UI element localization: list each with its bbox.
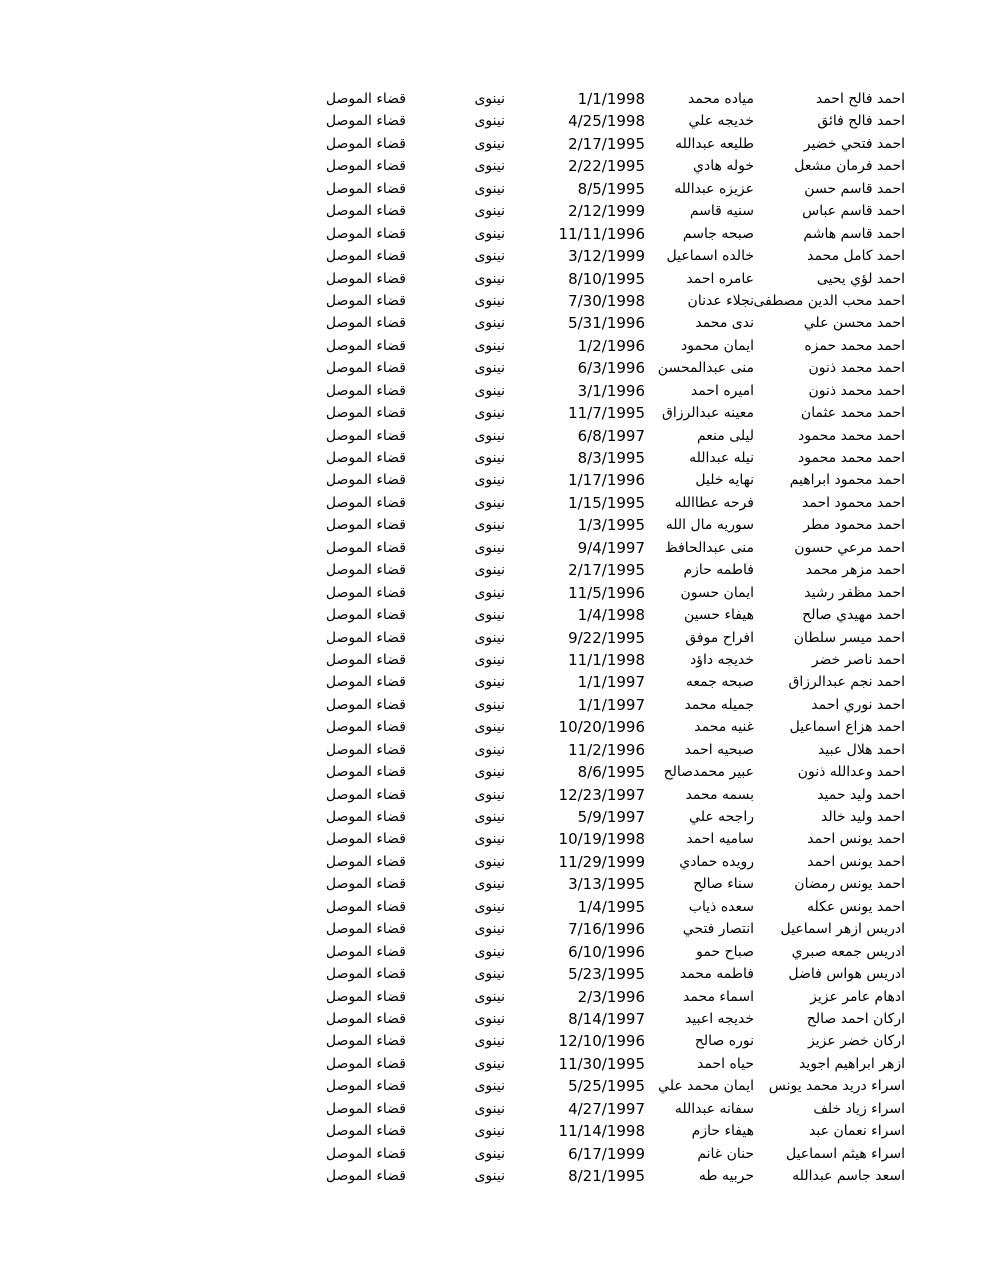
governorate: نينوى (474, 1145, 505, 1162)
mother-name: منى عبدالحافظ (664, 539, 754, 556)
mother-name: خالده اسماعيل (666, 248, 754, 265)
governorate: نينوى (474, 1078, 505, 1095)
district: قضاء الموصل (325, 382, 406, 399)
table-row (0, 425, 989, 447)
mother-name: غنيه محمد (694, 719, 754, 736)
table-row (0, 671, 989, 693)
governorate: نينوى (474, 113, 505, 130)
person-name: احمد فالح فائق (817, 113, 905, 130)
table-row (0, 200, 989, 222)
person-name: احمد قاسم هاشم (803, 225, 905, 242)
birth-date: 10/20/1996 (558, 718, 645, 737)
district: قضاء الموصل (325, 1145, 406, 1162)
mother-name: فرحه عطاالله (674, 494, 754, 511)
person-name: احمد محمد عثمان (800, 405, 905, 422)
governorate: نينوى (474, 135, 505, 152)
district: قضاء الموصل (325, 292, 406, 309)
governorate: نينوى (474, 91, 505, 107)
table-row (0, 312, 989, 334)
mother-name: ايمان محمد علي (658, 1078, 754, 1095)
governorate: نينوى (474, 921, 505, 938)
district: قضاء الموصل (325, 180, 406, 197)
birth-date: 1/1/1997 (577, 695, 645, 714)
person-name: احمد مظفر رشيد (804, 584, 905, 601)
birth-date: 1/4/1998 (577, 606, 645, 625)
governorate: نينوى (474, 719, 505, 736)
district: قضاء الموصل (325, 786, 406, 803)
mother-name: عزيزه عبدالله (674, 180, 754, 197)
birth-date: 11/11/1996 (558, 224, 645, 243)
mother-name: افراح موفق (685, 629, 754, 646)
governorate: نينوى (474, 1033, 505, 1050)
table-row (0, 1143, 989, 1165)
mother-name: ايمان حسون (680, 584, 754, 601)
mother-name: خوله هادي (693, 158, 754, 175)
birth-date: 3/1/1996 (577, 381, 645, 400)
governorate: نينوى (474, 853, 505, 870)
governorate: نينوى (474, 764, 505, 781)
governorate: نينوى (474, 584, 505, 601)
mother-name: معينه عبدالرزاق (662, 405, 754, 422)
governorate: نينوى (474, 831, 505, 848)
mother-name: نوره صالح (694, 1033, 754, 1050)
birth-date: 9/22/1995 (568, 628, 645, 647)
birth-date: 11/30/1995 (558, 1054, 645, 1073)
mother-name: منى عبدالمحسن (657, 360, 754, 377)
district: قضاء الموصل (325, 898, 406, 915)
records-list (0, 88, 989, 1187)
mother-name: صبحه جمعه (685, 674, 754, 691)
birth-date: 5/31/1996 (568, 314, 645, 333)
person-name: احمد فتحي خضير (803, 135, 905, 152)
table-row (0, 380, 989, 402)
birth-date: 5/23/1995 (568, 965, 645, 984)
mother-name: سناء صالح (693, 876, 754, 893)
person-name: احمد وعدالله ذنون (797, 764, 905, 781)
table-row (0, 357, 989, 379)
mother-name: خديجه علي (688, 113, 754, 130)
table-row (0, 469, 989, 491)
governorate: نينوى (474, 741, 505, 758)
birth-date: 8/21/1995 (568, 1167, 645, 1185)
birth-date: 11/29/1999 (558, 852, 645, 871)
mother-name: حربيه طه (698, 1168, 754, 1184)
mother-name: مياده محمد (688, 91, 754, 107)
table-row (0, 739, 989, 761)
person-name: احمد محمود ابراهيم (789, 472, 905, 489)
table-row (0, 918, 989, 940)
birth-date: 1/3/1995 (577, 516, 645, 535)
birth-date: 7/30/1998 (568, 291, 645, 310)
table-row (0, 447, 989, 469)
district: قضاء الموصل (325, 337, 406, 354)
person-name: ادريس جمعه صبري (791, 943, 905, 960)
table-row (0, 155, 989, 177)
governorate: نينوى (474, 1010, 505, 1027)
table-row (0, 133, 989, 155)
person-name: احمد محمد محمود (798, 427, 905, 444)
district: قضاء الموصل (325, 315, 406, 332)
district: قضاء الموصل (325, 696, 406, 713)
governorate: نينوى (474, 1168, 505, 1184)
governorate: نينوى (474, 988, 505, 1005)
table-row (0, 492, 989, 514)
district: قضاء الموصل (325, 1123, 406, 1140)
table-row (0, 110, 989, 132)
governorate: نينوى (474, 966, 505, 983)
mother-name: رويده حمادي (679, 853, 754, 870)
person-name: احمد يونس احمد (807, 831, 905, 848)
mother-name: سفانه عبدالله (674, 1100, 754, 1117)
person-name: اسراء نعمان عبد (809, 1123, 905, 1140)
birth-date: 6/8/1997 (577, 426, 645, 445)
person-name: ادريس ازهر اسماعيل (780, 921, 905, 938)
mother-name: ساميه احمد (686, 831, 754, 848)
district: قضاء الموصل (325, 517, 406, 534)
birth-date: 2/17/1995 (568, 134, 645, 153)
mother-name: سعده ذياب (688, 898, 754, 915)
table-row (0, 941, 989, 963)
birth-date: 8/14/1997 (568, 1009, 645, 1028)
person-name: احمد يونس احمد (807, 853, 905, 870)
person-name: احمد محب الدين مصطفى (753, 292, 905, 309)
district: قضاء الموصل (325, 1100, 406, 1117)
birth-date: 11/14/1998 (558, 1122, 645, 1141)
table-row (0, 873, 989, 895)
birth-date: 5/9/1997 (577, 808, 645, 826)
birth-date: 12/10/1996 (558, 1032, 645, 1051)
district: قضاء الموصل (325, 472, 406, 489)
birth-date: 3/12/1999 (568, 247, 645, 266)
person-name: احمد هلال عبيد (818, 741, 905, 758)
table-row (0, 896, 989, 918)
governorate: نينوى (474, 180, 505, 197)
governorate: نينوى (474, 539, 505, 556)
person-name: احمد محمود مطر (803, 517, 905, 534)
governorate: نينوى (474, 360, 505, 377)
governorate: نينوى (474, 629, 505, 646)
district: قضاء الموصل (325, 539, 406, 556)
table-row (0, 88, 989, 110)
birth-date: 11/2/1996 (568, 740, 645, 759)
birth-date: 5/25/1995 (568, 1077, 645, 1096)
table-row (0, 828, 989, 850)
person-name: ادهام عامر عزيز (810, 988, 905, 1005)
birth-date: 11/5/1996 (568, 583, 645, 602)
district: قضاء الموصل (325, 988, 406, 1005)
birth-date: 1/1/1998 (577, 90, 645, 108)
birth-date: 2/3/1996 (577, 987, 645, 1006)
person-name: احمد قاسم حسن (804, 180, 905, 197)
birth-date: 4/27/1997 (568, 1099, 645, 1118)
person-name: احمد مزهر محمد (805, 562, 905, 579)
governorate: نينوى (474, 562, 505, 579)
mother-name: ندى محمد (695, 315, 754, 332)
person-name: احمد ناصر خضر (811, 651, 905, 668)
birth-date: 1/1/1997 (577, 673, 645, 692)
birth-date: 2/17/1995 (568, 561, 645, 580)
table-row (0, 963, 989, 985)
table-row (0, 716, 989, 738)
district: قضاء الموصل (325, 1033, 406, 1050)
person-name: احمد محسن علي (803, 315, 905, 332)
governorate: نينوى (474, 225, 505, 242)
district: قضاء الموصل (325, 270, 406, 287)
governorate: نينوى (474, 494, 505, 511)
governorate: نينوى (474, 517, 505, 534)
birth-date: 2/12/1999 (568, 202, 645, 221)
governorate: نينوى (474, 1055, 505, 1072)
district: قضاء الموصل (325, 651, 406, 668)
table-row (0, 604, 989, 626)
birth-date: 1/2/1996 (577, 336, 645, 355)
person-name: ادريس هواس فاضل (788, 966, 905, 983)
district: قضاء الموصل (325, 719, 406, 736)
district: قضاء الموصل (325, 1055, 406, 1072)
table-row (0, 582, 989, 604)
person-name: اسراء هيثم اسماعيل (785, 1145, 905, 1162)
district: قضاء الموصل (325, 248, 406, 265)
governorate: نينوى (474, 898, 505, 915)
mother-name: نهايه خليل (695, 472, 754, 489)
person-name: احمد مهيدي صالح (802, 607, 905, 624)
district: قضاء الموصل (325, 360, 406, 377)
mother-name: طليعه عبدالله (675, 135, 754, 152)
district: قضاء الموصل (325, 427, 406, 444)
mother-name: جميله محمد (684, 696, 754, 713)
person-name: ازهر ابراهيم اجويد (798, 1055, 905, 1072)
table-row (0, 784, 989, 806)
table-row (0, 761, 989, 783)
birth-date: 8/3/1995 (577, 449, 645, 467)
mother-name: ايمان محمود (681, 337, 754, 354)
table-row (0, 268, 989, 290)
birth-date: 4/25/1998 (568, 112, 645, 131)
table-row (0, 1075, 989, 1097)
governorate: نينوى (474, 1100, 505, 1117)
birth-date: 1/15/1995 (568, 493, 645, 512)
mother-name: نيله عبدالله (689, 450, 754, 466)
person-name: احمد قاسم عباس (802, 203, 905, 220)
table-row (0, 335, 989, 357)
table-row (0, 537, 989, 559)
person-name: احمد مرعي حسون (794, 539, 905, 556)
district: قضاء الموصل (325, 831, 406, 848)
district: قضاء الموصل (325, 1010, 406, 1027)
governorate: نينوى (474, 337, 505, 354)
mother-name: هيفاء حسين (683, 607, 754, 624)
district: قضاء الموصل (325, 158, 406, 175)
governorate: نينوى (474, 943, 505, 960)
district: قضاء الموصل (325, 113, 406, 130)
table-row (0, 694, 989, 716)
person-name: احمد محمد حمزه (804, 337, 905, 354)
table-row (0, 514, 989, 536)
person-name: اسراء دريد محمد يونس (768, 1078, 905, 1095)
table-row (0, 806, 989, 828)
governorate: نينوى (474, 315, 505, 332)
table-row (0, 1120, 989, 1142)
table-row (0, 245, 989, 267)
birth-date: 3/13/1995 (568, 875, 645, 894)
table-row (0, 627, 989, 649)
district: قضاء الموصل (325, 809, 406, 825)
birth-date: 9/4/1997 (577, 538, 645, 557)
mother-name: صبحيه احمد (684, 741, 754, 758)
mother-name: اميره احمد (690, 382, 754, 399)
birth-date: 8/6/1995 (577, 763, 645, 782)
birth-date: 6/17/1999 (568, 1144, 645, 1163)
district: قضاء الموصل (325, 629, 406, 646)
district: قضاء الموصل (325, 405, 406, 422)
person-name: احمد محمود احمد (802, 494, 905, 511)
birth-date: 1/17/1996 (568, 471, 645, 490)
governorate: نينوى (474, 158, 505, 175)
mother-name: صبحه جاسم (682, 225, 754, 242)
district: قضاء الموصل (325, 764, 406, 781)
mother-name: هيفاء حازم (691, 1123, 754, 1140)
mother-name: ليلى منعم (696, 427, 754, 444)
mother-name: سنيه قاسم (689, 203, 754, 220)
district: قضاء الموصل (325, 741, 406, 758)
person-name: احمد هزاع اسماعيل (789, 719, 905, 736)
table-row (0, 851, 989, 873)
district: قضاء الموصل (325, 225, 406, 242)
person-name: اسعد جاسم عبدالله (792, 1168, 905, 1184)
governorate: نينوى (474, 809, 505, 825)
mother-name: عامره احمد (686, 270, 754, 287)
table-row (0, 1098, 989, 1120)
mother-name: صباح حمو (696, 943, 754, 960)
person-name: احمد يونس عكله (807, 898, 905, 915)
person-name: اركان خضر عزيز (808, 1033, 905, 1050)
district: قضاء الموصل (325, 1078, 406, 1095)
district: قضاء الموصل (325, 876, 406, 893)
governorate: نينوى (474, 1123, 505, 1140)
table-row (0, 402, 989, 424)
district: قضاء الموصل (325, 584, 406, 601)
governorate: نينوى (474, 203, 505, 220)
birth-date: 12/23/1997 (558, 785, 645, 804)
person-name: احمد نوري احمد (811, 696, 905, 713)
governorate: نينوى (474, 427, 505, 444)
table-row (0, 1030, 989, 1052)
governorate: نينوى (474, 270, 505, 287)
person-name: احمد محمد ذنون (808, 382, 905, 399)
governorate: نينوى (474, 472, 505, 489)
governorate: نينوى (474, 786, 505, 803)
person-name: احمد لؤي يحيى (816, 270, 905, 287)
district: قضاء الموصل (325, 135, 406, 152)
governorate: نينوى (474, 696, 505, 713)
mother-name: انتصار فتحي (682, 921, 754, 938)
district: قضاء الموصل (325, 450, 406, 466)
mother-name: عبير محمدصالح (663, 764, 754, 781)
district: قضاء الموصل (325, 966, 406, 983)
birth-date: 7/16/1996 (568, 920, 645, 939)
birth-date: 8/10/1995 (568, 269, 645, 288)
mother-name: اسماء محمد (683, 988, 754, 1005)
mother-name: حنان غانم (697, 1145, 754, 1162)
governorate: نينوى (474, 674, 505, 691)
district: قضاء الموصل (325, 494, 406, 511)
governorate: نينوى (474, 450, 505, 466)
mother-name: بسمه محمد (685, 786, 754, 803)
birth-date: 1/4/1995 (577, 897, 645, 916)
table-row (0, 559, 989, 581)
birth-date: 8/5/1995 (577, 179, 645, 198)
person-name: احمد وليد حميد (817, 786, 905, 803)
mother-name: خديجه داؤد (689, 651, 754, 668)
district: قضاء الموصل (325, 562, 406, 579)
table-row (0, 223, 989, 245)
birth-date: 2/22/1995 (568, 157, 645, 176)
mother-name: فاطمه حازم (683, 562, 754, 579)
person-name: احمد فالح احمد (815, 91, 905, 107)
governorate: نينوى (474, 651, 505, 668)
mother-name: نجلاء عدنان (687, 292, 754, 309)
person-name: احمد نجم عبدالرزاق (788, 674, 905, 691)
table-row (0, 290, 989, 312)
district: قضاء الموصل (325, 674, 406, 691)
table-row (0, 178, 989, 200)
person-name: اسراء زياد خلف (813, 1100, 905, 1117)
person-name: احمد كامل محمد (807, 248, 905, 265)
district: قضاء الموصل (325, 1168, 406, 1184)
person-name: احمد وليد خالد (820, 809, 905, 825)
mother-name: حياه احمد (697, 1055, 754, 1072)
birth-date: 11/7/1995 (568, 404, 645, 423)
district: قضاء الموصل (325, 91, 406, 107)
table-row (0, 986, 989, 1008)
district: قضاء الموصل (325, 921, 406, 938)
governorate: نينوى (474, 382, 505, 399)
person-name: احمد فرمان مشعل (794, 158, 905, 175)
person-name: احمد يونس رمضان (794, 876, 905, 893)
person-name: اركان احمد صالح (806, 1010, 905, 1027)
mother-name: خديجه اعبيد (685, 1010, 754, 1027)
mother-name: سوريه مال الله (665, 517, 754, 534)
district: قضاء الموصل (325, 607, 406, 624)
mother-name: راجحه علي (689, 809, 754, 825)
district: قضاء الموصل (325, 853, 406, 870)
governorate: نينوى (474, 292, 505, 309)
governorate: نينوى (474, 248, 505, 265)
person-name: احمد محمد محمود (798, 450, 905, 466)
district: قضاء الموصل (325, 203, 406, 220)
governorate: نينوى (474, 607, 505, 624)
birth-date: 6/3/1996 (577, 359, 645, 378)
table-row (0, 1165, 989, 1187)
mother-name: فاطمه محمد (679, 966, 754, 983)
birth-date: 11/1/1998 (568, 650, 645, 669)
district: قضاء الموصل (325, 943, 406, 960)
governorate: نينوى (474, 405, 505, 422)
person-name: احمد ميسر سلطان (793, 629, 905, 646)
birth-date: 6/10/1996 (568, 942, 645, 961)
governorate: نينوى (474, 876, 505, 893)
table-row (0, 1008, 989, 1030)
table-row (0, 649, 989, 671)
table-row (0, 1053, 989, 1075)
person-name: احمد محمد ذنون (808, 360, 905, 377)
birth-date: 10/19/1998 (558, 830, 645, 849)
